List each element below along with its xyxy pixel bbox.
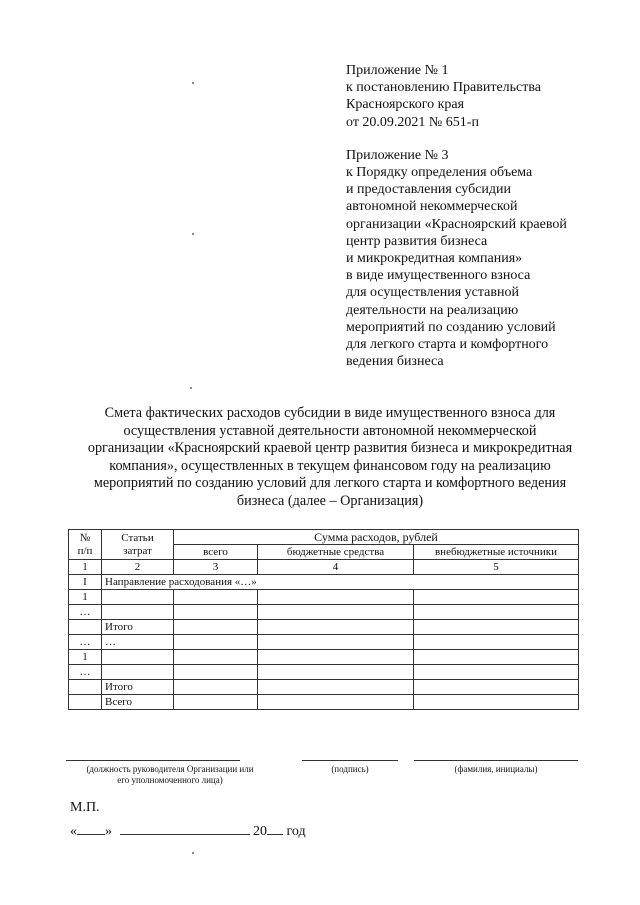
- table-cell: 5: [414, 560, 579, 575]
- annex1-line: Приложение № 1: [346, 63, 449, 78]
- table-cell: [174, 635, 258, 650]
- annex1-line: от 20.09.2021 № 651-п: [346, 114, 479, 130]
- name-line: [414, 760, 578, 761]
- annex3-line: ведения бизнеса: [346, 354, 444, 370]
- annex3-line: деятельности на реализацию: [346, 302, 519, 318]
- table-cell: [258, 680, 414, 695]
- day-blank: [77, 822, 105, 835]
- header-total: всего: [174, 545, 258, 560]
- table-cell: [174, 605, 258, 620]
- table-cell: 3: [174, 560, 258, 575]
- table-cell: [414, 650, 579, 665]
- table-cell: [414, 605, 579, 620]
- header-sum: Сумма расходов, рублей: [174, 530, 579, 545]
- row-num: 1: [69, 650, 102, 665]
- document-title: [60, 405, 600, 510]
- estimate-table: [68, 529, 579, 710]
- table-row: [69, 650, 579, 665]
- title-line: мероприятий по созданию условий для легкого старта и комфортного ведения: [93, 475, 567, 491]
- header-items: Статьи затрат: [102, 530, 174, 560]
- annex1-line: Красноярского края: [346, 97, 465, 113]
- table-cell: 1: [69, 560, 102, 575]
- table-cell: [258, 620, 414, 635]
- date-open-quote: «: [70, 824, 77, 839]
- year-suffix: год: [286, 824, 306, 839]
- row-num: 1: [69, 590, 102, 605]
- table-cell: [414, 590, 579, 605]
- year-blank: [267, 822, 283, 835]
- table-row: [69, 590, 579, 605]
- row-label: [102, 590, 174, 605]
- row-num: …: [69, 635, 102, 650]
- year-prefix: 20: [253, 824, 267, 839]
- annex1-line: к постановлению Правительства: [346, 80, 542, 96]
- annex3-line: в виде имущественного взноса: [346, 268, 531, 284]
- table-cell: [174, 590, 258, 605]
- table-cell: [258, 665, 414, 680]
- table-cell: [258, 605, 414, 620]
- annex3-line: мероприятий по созданию условий: [346, 319, 556, 335]
- title-line: бизнеса (далее – Организация): [236, 492, 424, 509]
- annex3-line: и микрокредитная компания»: [346, 251, 523, 267]
- row-num: I: [69, 575, 102, 590]
- table-cell: [174, 620, 258, 635]
- month-blank: [120, 822, 250, 835]
- annex3-line: организации «Красноярский краевой: [346, 216, 567, 232]
- table-row: [69, 620, 579, 635]
- annex3-line: автономной некоммерческой: [346, 199, 518, 215]
- row-label: Итого: [102, 620, 174, 635]
- annex3-line: Приложение № 3: [346, 147, 449, 163]
- annex3-line: для легкого старта и комфортного: [346, 337, 549, 353]
- table-row: [69, 680, 579, 695]
- date-line: [70, 822, 306, 840]
- table-cell: [174, 695, 258, 710]
- row-num: …: [69, 665, 102, 680]
- table-cell: [258, 650, 414, 665]
- stamp-label: М.П.: [70, 800, 100, 815]
- annex3-line: к Порядку определения объема: [346, 165, 533, 181]
- row-label: [102, 650, 174, 665]
- table-cell: [414, 680, 579, 695]
- row-label: [102, 605, 174, 620]
- table-cell: [414, 620, 579, 635]
- title-line: Смета фактических расходов субсидии в виде имущественного взноса для: [104, 405, 556, 421]
- table-header-row: [69, 530, 579, 545]
- table-index-row: [69, 560, 579, 575]
- scan-speck: [192, 82, 194, 84]
- row-label: Направление расходования «…»: [102, 575, 579, 590]
- name-label: (фамилия, инициалы): [454, 764, 538, 774]
- header-budget: бюджетные средства: [258, 545, 414, 560]
- table-cell: [414, 635, 579, 650]
- table-row: [69, 665, 579, 680]
- table-cell: [414, 695, 579, 710]
- table-row: [69, 695, 579, 710]
- table-cell: [174, 650, 258, 665]
- annex-header: [346, 62, 606, 370]
- signature-label: (подпись): [331, 764, 369, 774]
- header-num: № п/п: [69, 530, 102, 560]
- annex3-line: и предоставления субсидии: [346, 182, 512, 198]
- row-label: Всего: [102, 695, 174, 710]
- scan-speck: [192, 852, 194, 854]
- table-cell: [414, 665, 579, 680]
- row-label: Итого: [102, 680, 174, 695]
- title-line: компания», осуществленных в текущем финансовом году на реализацию: [109, 457, 551, 474]
- table-row: [69, 635, 579, 650]
- table-cell: 2: [102, 560, 174, 575]
- position-label: (должность руководителя Организации или его уполномоченного лица): [86, 764, 254, 785]
- annex3-line: для осуществления уставной: [346, 285, 519, 301]
- table-row: [69, 575, 579, 590]
- table-cell: 4: [258, 560, 414, 575]
- table-row: [69, 605, 579, 620]
- annex3-line: центр развития бизнеса: [346, 233, 488, 249]
- row-num: …: [69, 605, 102, 620]
- table-cell: [258, 695, 414, 710]
- table-cell: [258, 590, 414, 605]
- scan-speck: [190, 387, 192, 389]
- title-line: организации «Красноярский краевой центр развития бизнеса и микрокредитная: [87, 440, 573, 456]
- table-cell: [174, 680, 258, 695]
- row-num: [69, 695, 102, 710]
- row-num: [69, 680, 102, 695]
- row-label: …: [102, 635, 174, 650]
- row-label: [102, 665, 174, 680]
- table-cell: [174, 665, 258, 680]
- position-line: [66, 760, 240, 761]
- scan-speck: [192, 233, 194, 235]
- header-extrabudget: внебюджетные источники: [414, 545, 579, 560]
- title-line: осуществления уставной деятельности автономной некоммерческой: [123, 422, 537, 439]
- row-num: [69, 620, 102, 635]
- table-cell: [258, 635, 414, 650]
- signature-line: [302, 760, 398, 761]
- date-close-quote: »: [105, 824, 112, 839]
